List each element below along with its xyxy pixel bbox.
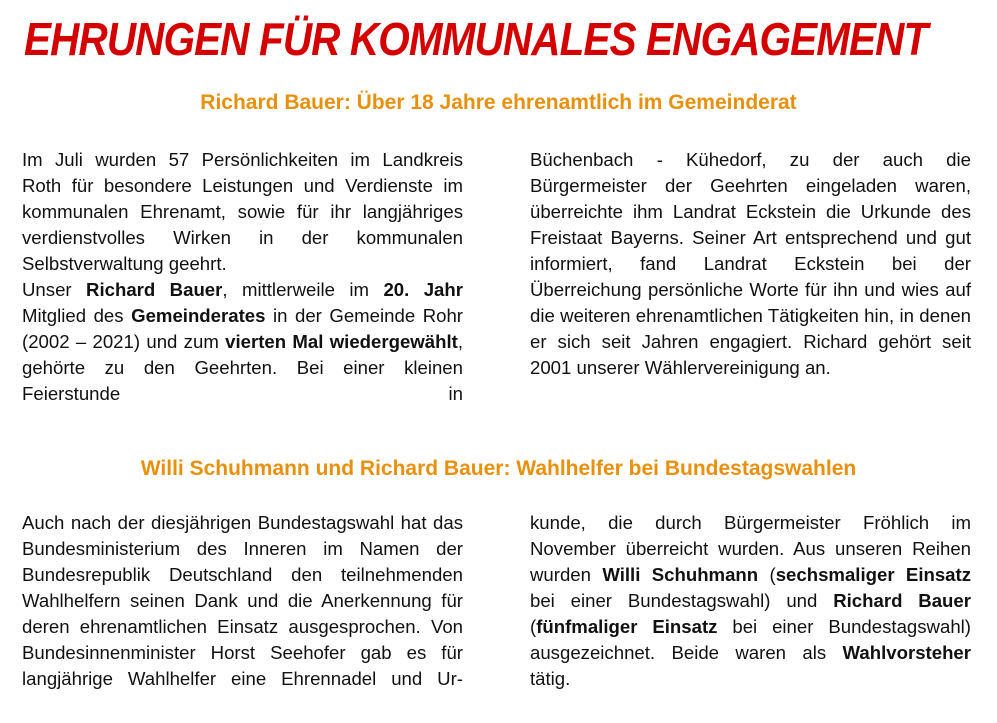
section2-right-column <box>530 510 971 692</box>
section-heading-wahlhelfer: Willi Schuhmann und Richard Bauer: Wahlhelfer bei Bundestagswahlen <box>140 457 857 480</box>
section1-right-column <box>530 147 971 381</box>
section-heading-richard-bauer: Richard Bauer: Über 18 Jahre ehrenamtlich im Gemeinderat <box>200 91 797 114</box>
page-title: EHRUNGEN FÜR KOMMUNALES ENGAGEMENT <box>24 13 928 65</box>
section2-paragraph-ministry: Auch nach der diesjährigen Bundestagswahl hat das Bundesministerium des Inneren im Namen der Bundesrepublik Deutschland den teilnehmenden Wahlhelfern seinen Dank und die Anerkennung für deren ehrenamtlichen Einsatz ausgesprochen. Von Bundesinnenminister Horst Seehofer gab es für langjährige Wahlhelfer eine Ehrennadel und Ur- <box>22 512 463 689</box>
section1-paragraph-intro: Im Juli wurden 57 Persönlichkeiten im Landkreis Roth für besondere Leistungen und Verdienste im kommunalen Ehrenamt, sowie für ihr langjähriges verdienstvolles Wirken in der kommunalen Selbstverwaltung geehrt. <box>22 149 463 274</box>
section1-paragraph-ceremony: Büchenbach - Kühedorf, zu der auch die Bürgermeister der Geehrten eingeladen waren, überreichte ihm Landrat Eckstein die Urkunde des Freistaat Bayerns. Seiner Art entsprechend und gut informiert, fand Landrat Eckstein bei der Überreichung persönliche Worte für ihn und wies auf die weiteren ehrenamtlichen Tätigkeiten hin, in denen er sich seit Jahren engagiert. Richard gehört seit 2001 unserer Wählervereinigung an. <box>530 149 971 378</box>
section1-left-column <box>22 147 463 407</box>
section2-left-column <box>22 510 463 692</box>
section2-paragraph-honorees: kunde, die durch Bürgermeister Fröhlich im November überreicht wurden. Aus unseren Reihen wurden Willi Schuhmann (sechsmaliger Einsatz bei einer Bundestagswahl) und Richard Bauer (fünfmaliger Einsatz bei einer Bundestagswahl) ausgezeichnet. Beide waren als Wahlvorsteher tätig. <box>530 512 972 689</box>
section1-paragraph-richard: Unser Richard Bauer, mittlerweile im 20. Jahr Mitglied des Gemeinderates in der Gemeinde Rohr (2002 – 2021) und zum vierten Mal wiedergewählt, gehörte zu den Geehrten. Bei einer kleinen Feierstunde in <box>22 279 463 404</box>
